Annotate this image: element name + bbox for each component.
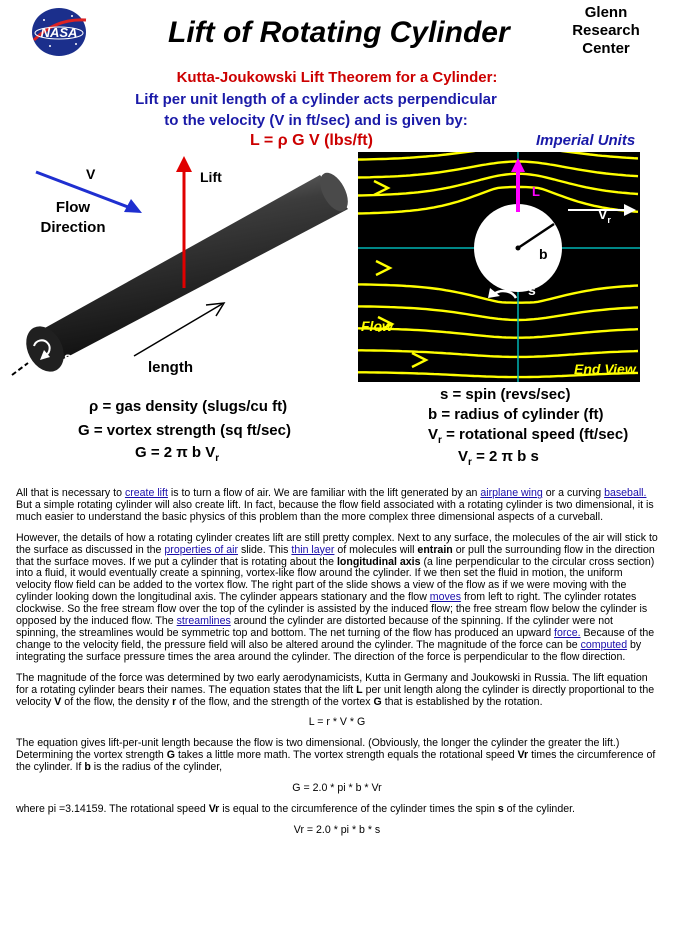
spin-label: s xyxy=(64,349,72,365)
equation-vortex-strength: G = 2.0 * pi * b * Vr xyxy=(292,782,382,795)
article-body xyxy=(16,488,658,846)
link-computed[interactable]: computed xyxy=(580,638,628,651)
link-create-lift[interactable]: create lift xyxy=(124,487,168,499)
lift-label: Lift xyxy=(200,169,222,185)
spin-end-view-label: s xyxy=(528,282,536,298)
glenn-research-center: Glenn Research Center xyxy=(572,4,640,57)
link-force[interactable]: force. xyxy=(554,626,581,639)
rho-definition: ρ = gas density (slugs/cu ft) xyxy=(89,398,288,415)
imperial-units-label: Imperial Units xyxy=(536,132,636,149)
center-dot xyxy=(516,246,521,251)
link-properties-of-air[interactable]: properties of air xyxy=(164,543,239,556)
equation-rotational-speed: Vr = 2.0 * pi * b * s xyxy=(293,823,381,836)
link-thin-layer[interactable]: thin layer xyxy=(291,543,335,556)
equation-lift: L = r * V * G xyxy=(308,716,366,729)
axis-line xyxy=(12,363,28,375)
page-title: Lift of Rotating Cylinder xyxy=(168,16,510,49)
radius-b-label: b xyxy=(539,246,548,262)
spin-definition: s = spin (revs/sec) xyxy=(440,386,571,403)
cylinder-figure xyxy=(0,150,350,390)
link-airplane-wing[interactable]: airplane wing xyxy=(480,487,543,499)
radius-definition: b = radius of cylinder (ft) xyxy=(428,406,604,423)
paragraph-5: where pi =3.14159. The rotational speed Vr is equal to the circumference of the cylinder times the spin s of the cylinder. xyxy=(16,802,575,815)
theorem-line2: Lift per unit length of a cylinder acts perpendicular xyxy=(135,91,497,108)
end-view-label: End View xyxy=(574,361,636,377)
paragraph-3: The magnitude of the force was determined by two early aerodynamicists, Kutta in Germany and Joukowski in Russia. The lift equation for a rotating cylinder bears their names. The equation states that the lift L per unit length along the cylinder is directly proportional to the velocity V of the flow, the density r of the flow, and the strength of the vortex G that is established by the rotation. xyxy=(16,671,655,708)
nasa-logo xyxy=(30,6,88,58)
lift-equation: L = ρ G V (lbs/ft) xyxy=(250,132,373,149)
theorem-line3: to the velocity (V in ft/sec) and is given by: xyxy=(164,112,468,129)
paragraph-2: However, the details of how a rotating cylinder creates lift are still pretty complex. Next to any surface, the molecules of the air will stick to the surface as discussed in the properties of air slide. This thin layer of molecules will entrain or pull the surrounding flow in the direction that the surface moves. If we put a cylinder that is rotating about the longitudinal axis (a line perpendicular to the circular cross section) into a fluid, it would eventually create a spinning, vortex-like flow around the cylinder. If we then set the fluid in motion, the uniform velocity flow field can be added to the vortex flow. The right part of the slide shows a view of the flow as if we were moving with the cylinder looking down the longitudinal axis. The cylinder appears stationary and the flow moves from left to right. The cylinder rotates clockwise. So the free stream flow over the top of the cylinder is assisted by the induced flow; the free stream flow below the cylinder is opposed by the induced flow. The streamlines around the cylinder are distorted because of the spinning. If the cylinder were not spinning, the streamlines would be symmetric top and bottom. The net turning of the flow has produced an upward force. Because of the change to the velocity field, the pressure field will also be altered around the cylinder. The magnitude of the force can be computed by integrating the surface pressure times the area around the cylinder. The direction of the force is perpendicular to the flow direction. xyxy=(16,531,658,663)
theorem-title: Kutta-Joukowski Lift Theorem for a Cylinder: xyxy=(176,69,498,86)
vr-label: $V_r$ xyxy=(598,206,611,225)
flow-direction-label: Flow Direction xyxy=(40,199,106,236)
paragraph-4: The equation gives lift-per-unit length because the flow is two dimensional. (Obviously, the longer the cylinder the greater the lift.) Determining the vortex strength G takes a little more math. The vortex strength equals the rotational speed Vr times the circumference of the cylinder. If b is the radius of the cylinder, xyxy=(16,737,656,774)
g-formula: G = 2 π b $V_r$ xyxy=(135,444,220,464)
paragraph-1: All that is necessary to create lift is to turn a flow of air. We are familiar with the lift generated by an airplane wing or a curving baseball. But a simple rotating cylinder will also create lift. In fact, because the flow field associated with a rotating cylinder is two dimensional, it is much easier to understand the basic physics of this problem than the more complex three dimensional aspects of a curveball. xyxy=(16,487,654,523)
end-view-figure xyxy=(358,152,640,382)
nasa-logo-text: NASA xyxy=(40,25,78,40)
g-definition: G = vortex strength (sq ft/sec) xyxy=(78,422,291,439)
flow-label: Flow xyxy=(361,318,393,334)
link-baseball[interactable]: baseball. xyxy=(604,487,647,499)
vr-formula: $V_r = 2$ π b s xyxy=(458,448,539,468)
lift-end-view-label: L xyxy=(532,184,540,199)
vr-definition: $V_r$ = rotational speed (ft/sec) xyxy=(428,426,629,446)
link-moves[interactable]: moves xyxy=(429,591,461,604)
v-label: V xyxy=(86,166,96,182)
length-label: length xyxy=(148,359,193,376)
link-streamlines[interactable]: streamlines xyxy=(176,615,231,628)
